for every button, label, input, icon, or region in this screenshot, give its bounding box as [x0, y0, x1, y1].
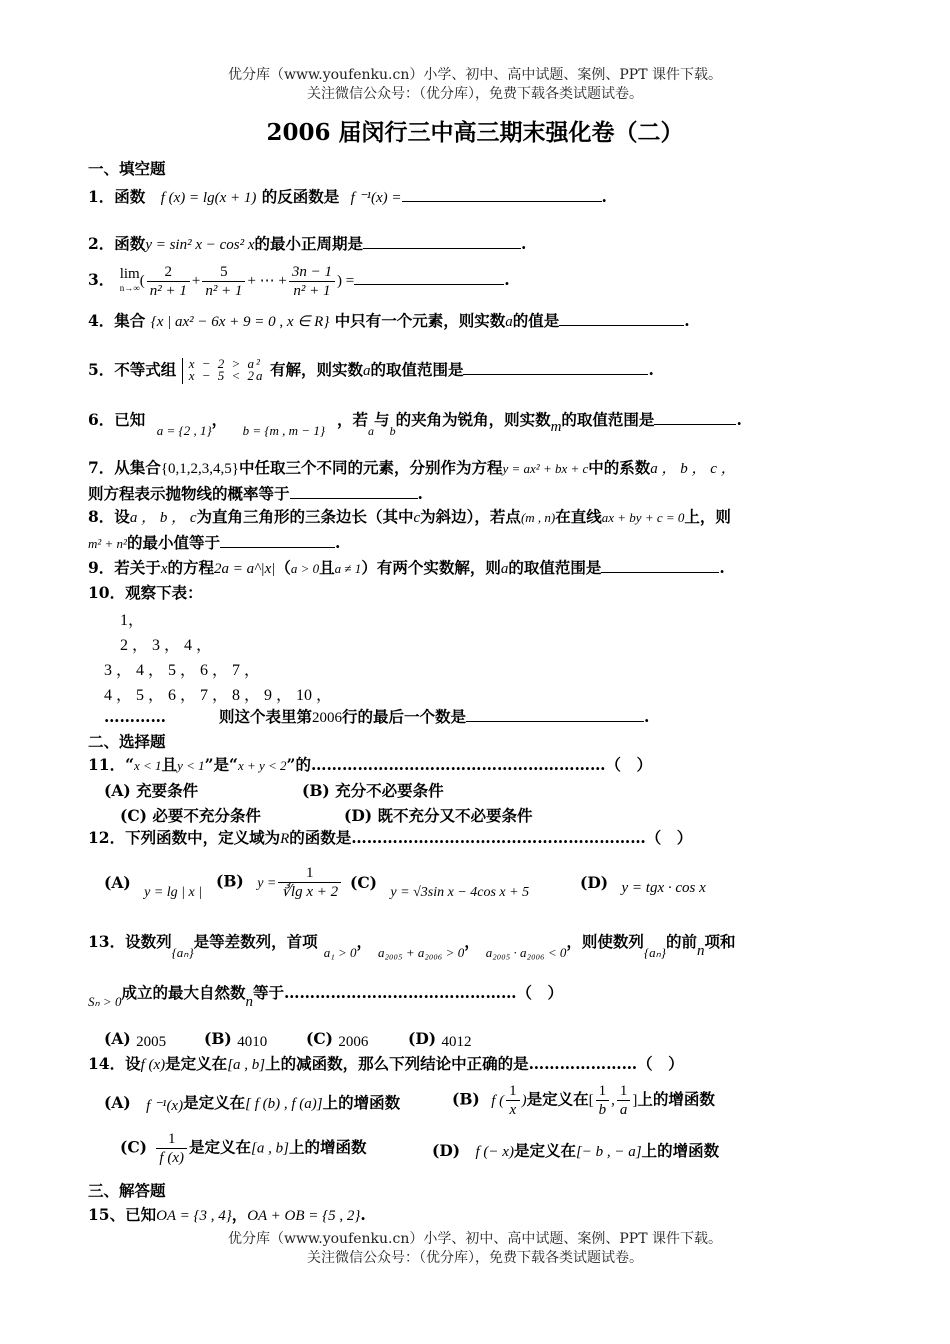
option-11-d[interactable]: (D) 既不充分又不必要条件 — [344, 806, 533, 825]
question-15: 15、已知OA = {3 , 4}，OA + OB = {5 , 2}. — [88, 1205, 366, 1224]
table-row-3: 3 ， 4 ， 5 ， 6 ， 7 ， — [104, 662, 261, 679]
question-12: 12．下列函数中，定义域为R的函数是…………………………………………………（ ） — [88, 828, 693, 847]
table-row-4: 4 ， 5 ， 6 ， 7 ， 8 ， 9 ， 10 ， — [104, 687, 333, 704]
option-13-c[interactable]: (C) 2006 — [306, 1029, 369, 1050]
option-11-a[interactable]: (A) 充要条件 — [104, 781, 199, 800]
section-fill-in: 一、填空题 — [88, 159, 166, 178]
footer-line-2: 关注微信公众号：（优分库），免费下载各类试题试卷。 — [307, 1250, 643, 1266]
question-8: 8．设a ， b ， c为直角三角形的三条边长（其中c为斜边），若点(m , n)在直线ax + by + c = 0上，则 — [88, 507, 731, 526]
question-9: 9．若关于x的方程2a = a^|x|（a > 0且a ≠ 1）有两个实数解，则a的取值范围是 . — [88, 558, 725, 577]
option-12-d[interactable]: (D) y = tgx · cos x — [580, 873, 706, 896]
option-12-c[interactable]: (C) y = √3sin x − 4cos x + 5 — [350, 873, 530, 900]
header-line-1: 优分库（www.youfenku.cn）小学、初中、高中试题、案例、PPT 课件下载。 — [227, 67, 722, 83]
section-solve: 三、解答题 — [88, 1181, 166, 1200]
table-row-1: 1， — [120, 612, 145, 629]
question-14: 14．设f (x)是定义在[a , b]上的减函数，那么下列结论中正确的是…………………（ ） — [88, 1054, 684, 1073]
answer-blank[interactable] — [220, 531, 335, 548]
option-12-b[interactable]: (B) y = $\frac{1}{\text{∛lg x + 2}}$ — [216, 864, 343, 901]
option-13-a[interactable]: (A) 2005 — [104, 1029, 167, 1050]
question-4: 4．集合 {x | ax² − 6x + 9 = 0 , x ∈ R} 中只有一个元素，则实数a的值是 . — [88, 311, 690, 330]
question-10-line-last: ………… 则这个表里第2006行的最后一个数是 . — [104, 707, 650, 726]
question-7: 7．从集合{0,1,2,3,4,5}中任取三个不同的元素，分别作为方程y = ax² + bx + c中的系数a ， b ， c ， — [88, 458, 736, 477]
question-2: 2．函数y = sin² x − cos² x的最小正周期是 . — [88, 234, 527, 253]
fraction-1: $\frac{2}{\text{n² + 1}}$ — [147, 263, 190, 300]
option-13-d[interactable]: (D) 4012 — [408, 1029, 472, 1050]
option-12-a[interactable]: (A) y = lg | x | — [104, 873, 203, 900]
fraction-2: $\frac{5}{\text{n² + 1}}$ — [202, 263, 245, 300]
question-13-line-2: $_{S_n > 0}$成立的最大自然数n等于………………………………………（ ） — [88, 983, 563, 1010]
page-title: 2006 届闵行三中高三期末强化卷（二） — [266, 119, 684, 146]
answer-blank[interactable] — [463, 358, 648, 375]
question-10: 10．观察下表： — [88, 583, 203, 602]
answer-blank[interactable] — [402, 185, 602, 202]
answer-blank[interactable] — [354, 268, 504, 285]
section-choice: 二、选择题 — [88, 732, 166, 751]
option-11-b[interactable]: (B) 充分不必要条件 — [302, 781, 444, 800]
question-3: 3． lim n→∞ ( $\frac{2}{\text{n² + 1}}$ + $\frac{5}{\text{n² + 1}}$ + ⋯ + $\frac{3n - 1}{\text{n² + 1}}$ ) = . — [88, 263, 510, 299]
fraction-3: $\frac{3n - 1}{\text{n² + 1}}$ — [289, 263, 335, 300]
question-7-line-2: 则方程表示抛物线的概率等于 . — [88, 484, 423, 503]
inequality-system: x − 2 > a² x − 5 < 2a — [182, 358, 265, 384]
table-row-2: 2 ， 3 ， 4 ， — [120, 637, 213, 654]
answer-blank[interactable] — [601, 556, 719, 573]
option-14-d[interactable]: (D) f (− x)是定义在[− b , − a]上的增函数 — [432, 1141, 720, 1160]
question-5: 5．不等式组 x − 2 > a² x − 5 < 2a 有解，则实数a的取值范围是 . — [88, 358, 654, 383]
answer-blank[interactable] — [363, 232, 521, 249]
answer-blank[interactable] — [559, 309, 684, 326]
header-line-2: 关注微信公众号：（优分库），免费下载各类试题试卷。 — [307, 86, 643, 102]
option-14-c[interactable]: (C) $\frac{1}{f (x)}$ 是定义在[a , b]上的增函数 — [120, 1131, 367, 1166]
question-1: 1．函数 f (x) = lg(x + 1) 的反函数是 f ⁻¹(x) = . — [88, 187, 607, 206]
option-14-a[interactable]: (A) f ⁻¹(x)是定义在[ f (b) , f (a)]上的增函数 — [104, 1093, 401, 1114]
option-13-b[interactable]: (B) 4010 — [204, 1029, 268, 1050]
answer-blank[interactable] — [466, 705, 644, 722]
answer-blank[interactable] — [654, 408, 736, 425]
question-13: 13．设数列$_{\{a_n\}}$是等差数列，首项$_{a_1 > 0}$，$_{a_{2005} + a_{2006} > 0}$，$_{a_{2005} \cdot a_{2006} < 0}$，则使数列$_{\{a_n\}}$的前n项和 — [88, 932, 736, 960]
question-8-line-2: m² + n²的最小值等于 . — [88, 533, 341, 552]
limit-operator: lim n→∞ — [119, 266, 140, 293]
option-14-b[interactable]: (B) f ( $\frac{1}{x}$ )是定义在[ $\frac{1}{b}$ , $\frac{1}{a}$ ]上的增函数 — [452, 1083, 715, 1118]
option-11-c[interactable]: (C) 必要不充分条件 — [120, 806, 261, 825]
footer-line-1: 优分库（www.youfenku.cn）小学、初中、高中试题、案例、PPT 课件下载。 — [227, 1231, 722, 1247]
question-6: 6．已知 $_{a = \{2 , 1\}}$， $_{b = \{m , m - 1\}}$，若$_a$与$_b$的夹角为锐角，则实数m的取值范围是 . — [88, 410, 742, 438]
answer-blank[interactable] — [290, 482, 418, 499]
question-11: 11．“x < 1且y < 1”是“x + y < 2”的…………………………………………………（ ） — [88, 755, 652, 774]
